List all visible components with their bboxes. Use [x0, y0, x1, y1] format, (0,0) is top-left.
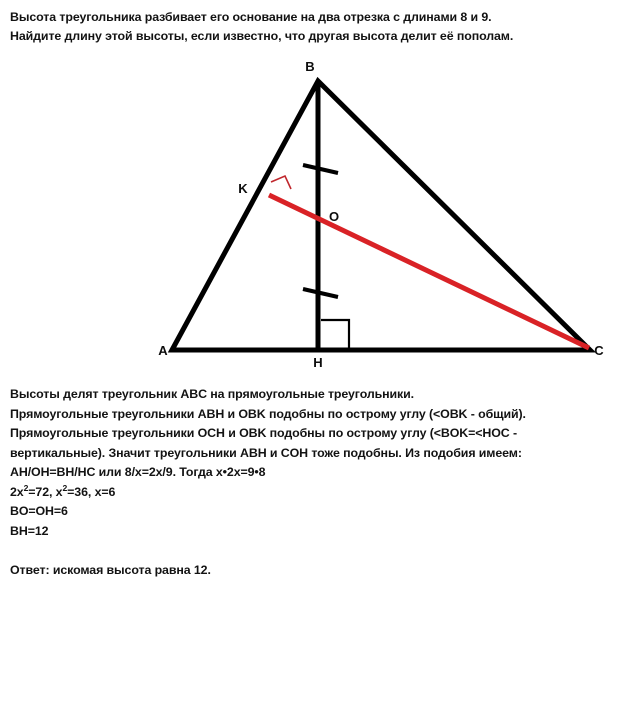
- triangle-abc-outline: [172, 81, 590, 350]
- vertex-label-o: O: [328, 209, 340, 224]
- solution-line-6-post: =36, x=6: [67, 484, 116, 499]
- solution-line-6-exp-2: 2: [62, 482, 68, 493]
- solution-line-1: Высоты делят треугольник ABC на прямоугольные треугольники.: [10, 387, 415, 401]
- solution-line-6-exp-1: 2: [23, 482, 29, 493]
- triangle-figure: [0, 55, 620, 375]
- solution-line-7: BO=OH=6: [10, 504, 68, 518]
- problem-statement: [10, 8, 614, 46]
- problem-line-2: Найдите длину этой высоты, если известно, что другая высота делит её пополам.: [10, 29, 514, 43]
- solution-text: [10, 385, 614, 580]
- solution-line-2: Прямоугольные треугольники ABH и OBK подобны по острому углу (<OBK - общий).: [10, 406, 526, 421]
- vertex-label-c: C: [594, 343, 604, 358]
- solution-line-3: Прямоугольные треугольники OCH и OBK подобны по острому углу (<BOK=<HOC -: [10, 426, 517, 440]
- problem-line-1: Высота треугольника разбивает его основание на два отрезка с длинами 8 и 9.: [10, 10, 492, 24]
- right-angle-marker-k-icon: [271, 176, 291, 189]
- solution-line-6: [10, 483, 614, 503]
- solution-line-6-mid: =72, x: [28, 484, 63, 499]
- right-angle-marker-h-icon: [321, 320, 349, 348]
- answer-line: Ответ: искомая высота равна 12.: [10, 562, 211, 577]
- solution-line-5: AH/OH=BH/HC или 8/x=2x/9. Тогда x•2x=9•8: [10, 465, 266, 479]
- vertex-label-b: B: [305, 59, 315, 74]
- solution-line-6-pre: 2x: [10, 484, 24, 499]
- vertex-label-k: K: [238, 181, 248, 196]
- solution-line-8: BH=12: [10, 523, 49, 538]
- geometry-diagram: [0, 55, 620, 375]
- solution-line-4: вертикальные). Значит треугольники ABH и COH тоже подобны. Из подобия имеем:: [10, 445, 522, 460]
- vertex-label-h: H: [313, 355, 323, 370]
- vertex-label-a: A: [158, 343, 168, 358]
